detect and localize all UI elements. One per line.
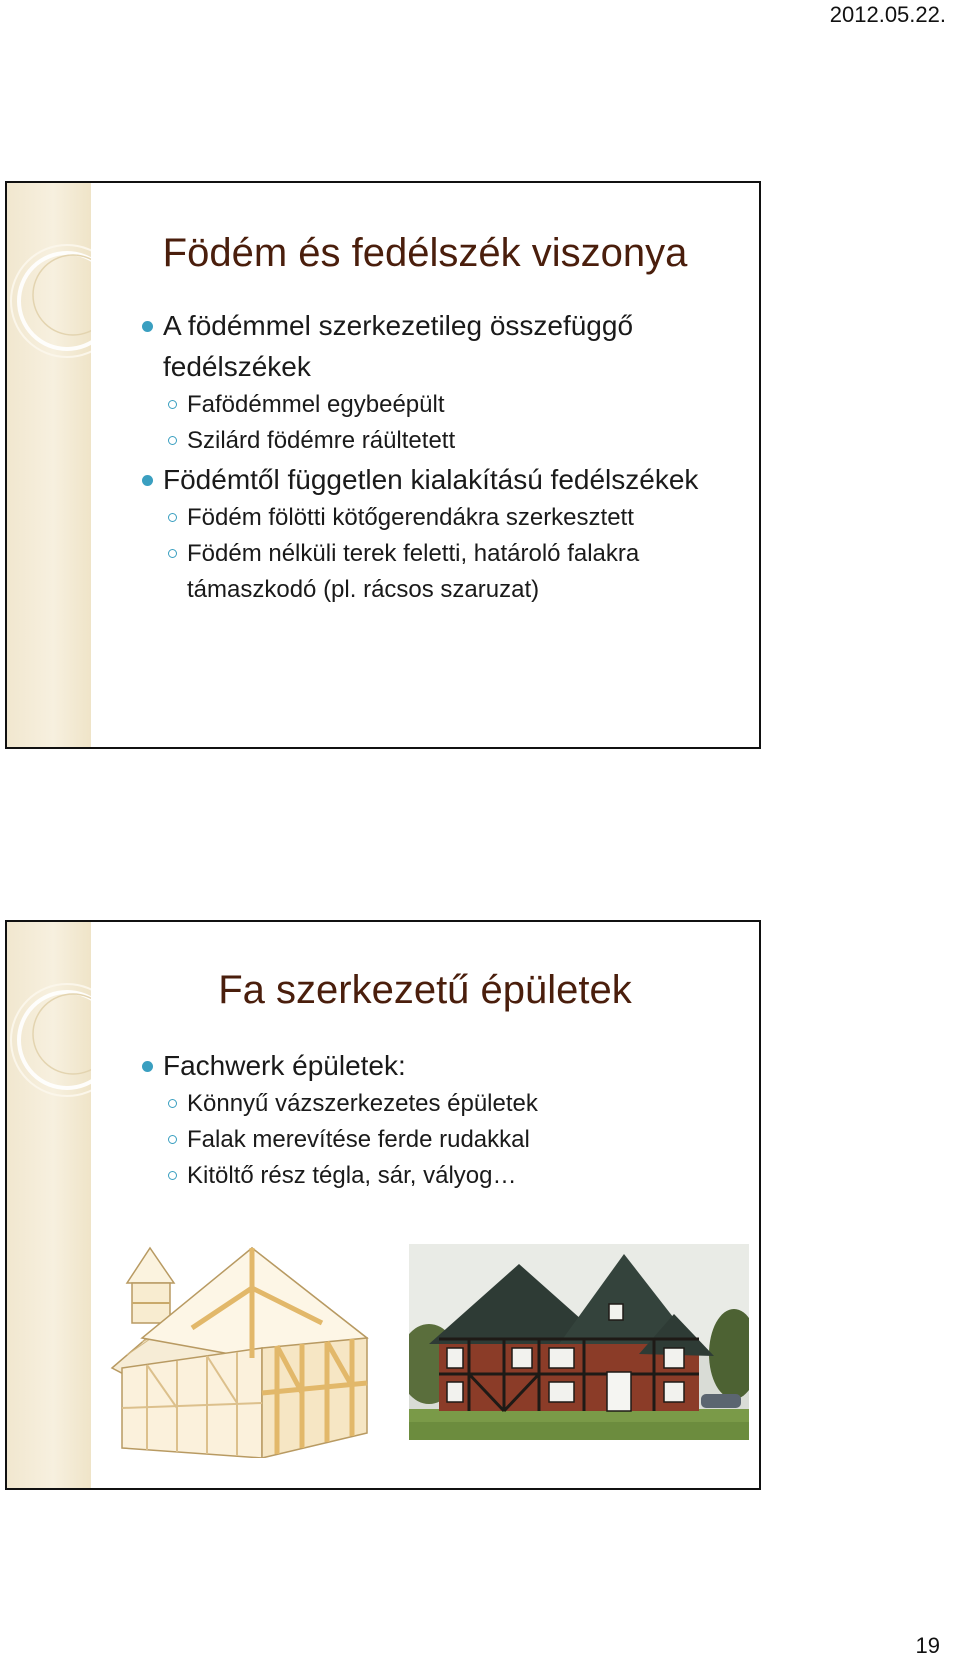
slide-2 (5, 920, 761, 1490)
sub-bullet-icon (168, 1171, 177, 1180)
slide-1 (5, 181, 761, 749)
sub-bullet-icon (168, 513, 177, 522)
list-item: Födémtől független kialakítású fedélszékek (7, 459, 759, 500)
list-item: A födémmel szerkezetileg összefüggő fedélszékek (7, 305, 759, 387)
list-subitem: Fafödémmel egybeépült (7, 387, 759, 423)
date-header: 2012.05.22. (829, 2, 946, 27)
sub-bullet-icon (168, 1099, 177, 1108)
slide-title: Födém és fedélszék viszonya (162, 231, 688, 275)
decorative-circles-icon (7, 922, 91, 1490)
list-subitem: Falak merevítése ferde rudakkal (7, 1122, 759, 1158)
decorative-stripe (7, 922, 91, 1488)
list-subitem: Födém fölötti kötőgerendákra szerkesztett (7, 500, 759, 536)
bullet-list (7, 1045, 759, 1194)
bullet-list (7, 305, 759, 608)
sub-bullet-icon (168, 1135, 177, 1144)
bullet-icon (142, 321, 153, 332)
list-subitem: Könnyű vázszerkezetes épületek (7, 1086, 759, 1122)
list-subitem: Kitöltő rész tégla, sár, vályog… (7, 1158, 759, 1194)
bullet-icon (142, 475, 153, 486)
list-subitem: Szilárd födémre ráültetett (7, 423, 759, 459)
sub-bullet-icon (168, 400, 177, 409)
slide-title: Fa szerkezetű épületek (218, 968, 632, 1012)
page-number: 19 (915, 1633, 940, 1658)
sub-bullet-icon (168, 549, 177, 558)
bullet-icon (142, 1061, 153, 1072)
list-item: Fachwerk épületek: (7, 1045, 759, 1086)
list-subitem: Födém nélküli terek feletti, határoló falakra támaszkodó (pl. rácsos szaruzat) (7, 536, 759, 608)
timber-frame-illustration (102, 1228, 372, 1458)
half-timbered-house-photo (409, 1244, 749, 1440)
sub-bullet-icon (168, 436, 177, 445)
